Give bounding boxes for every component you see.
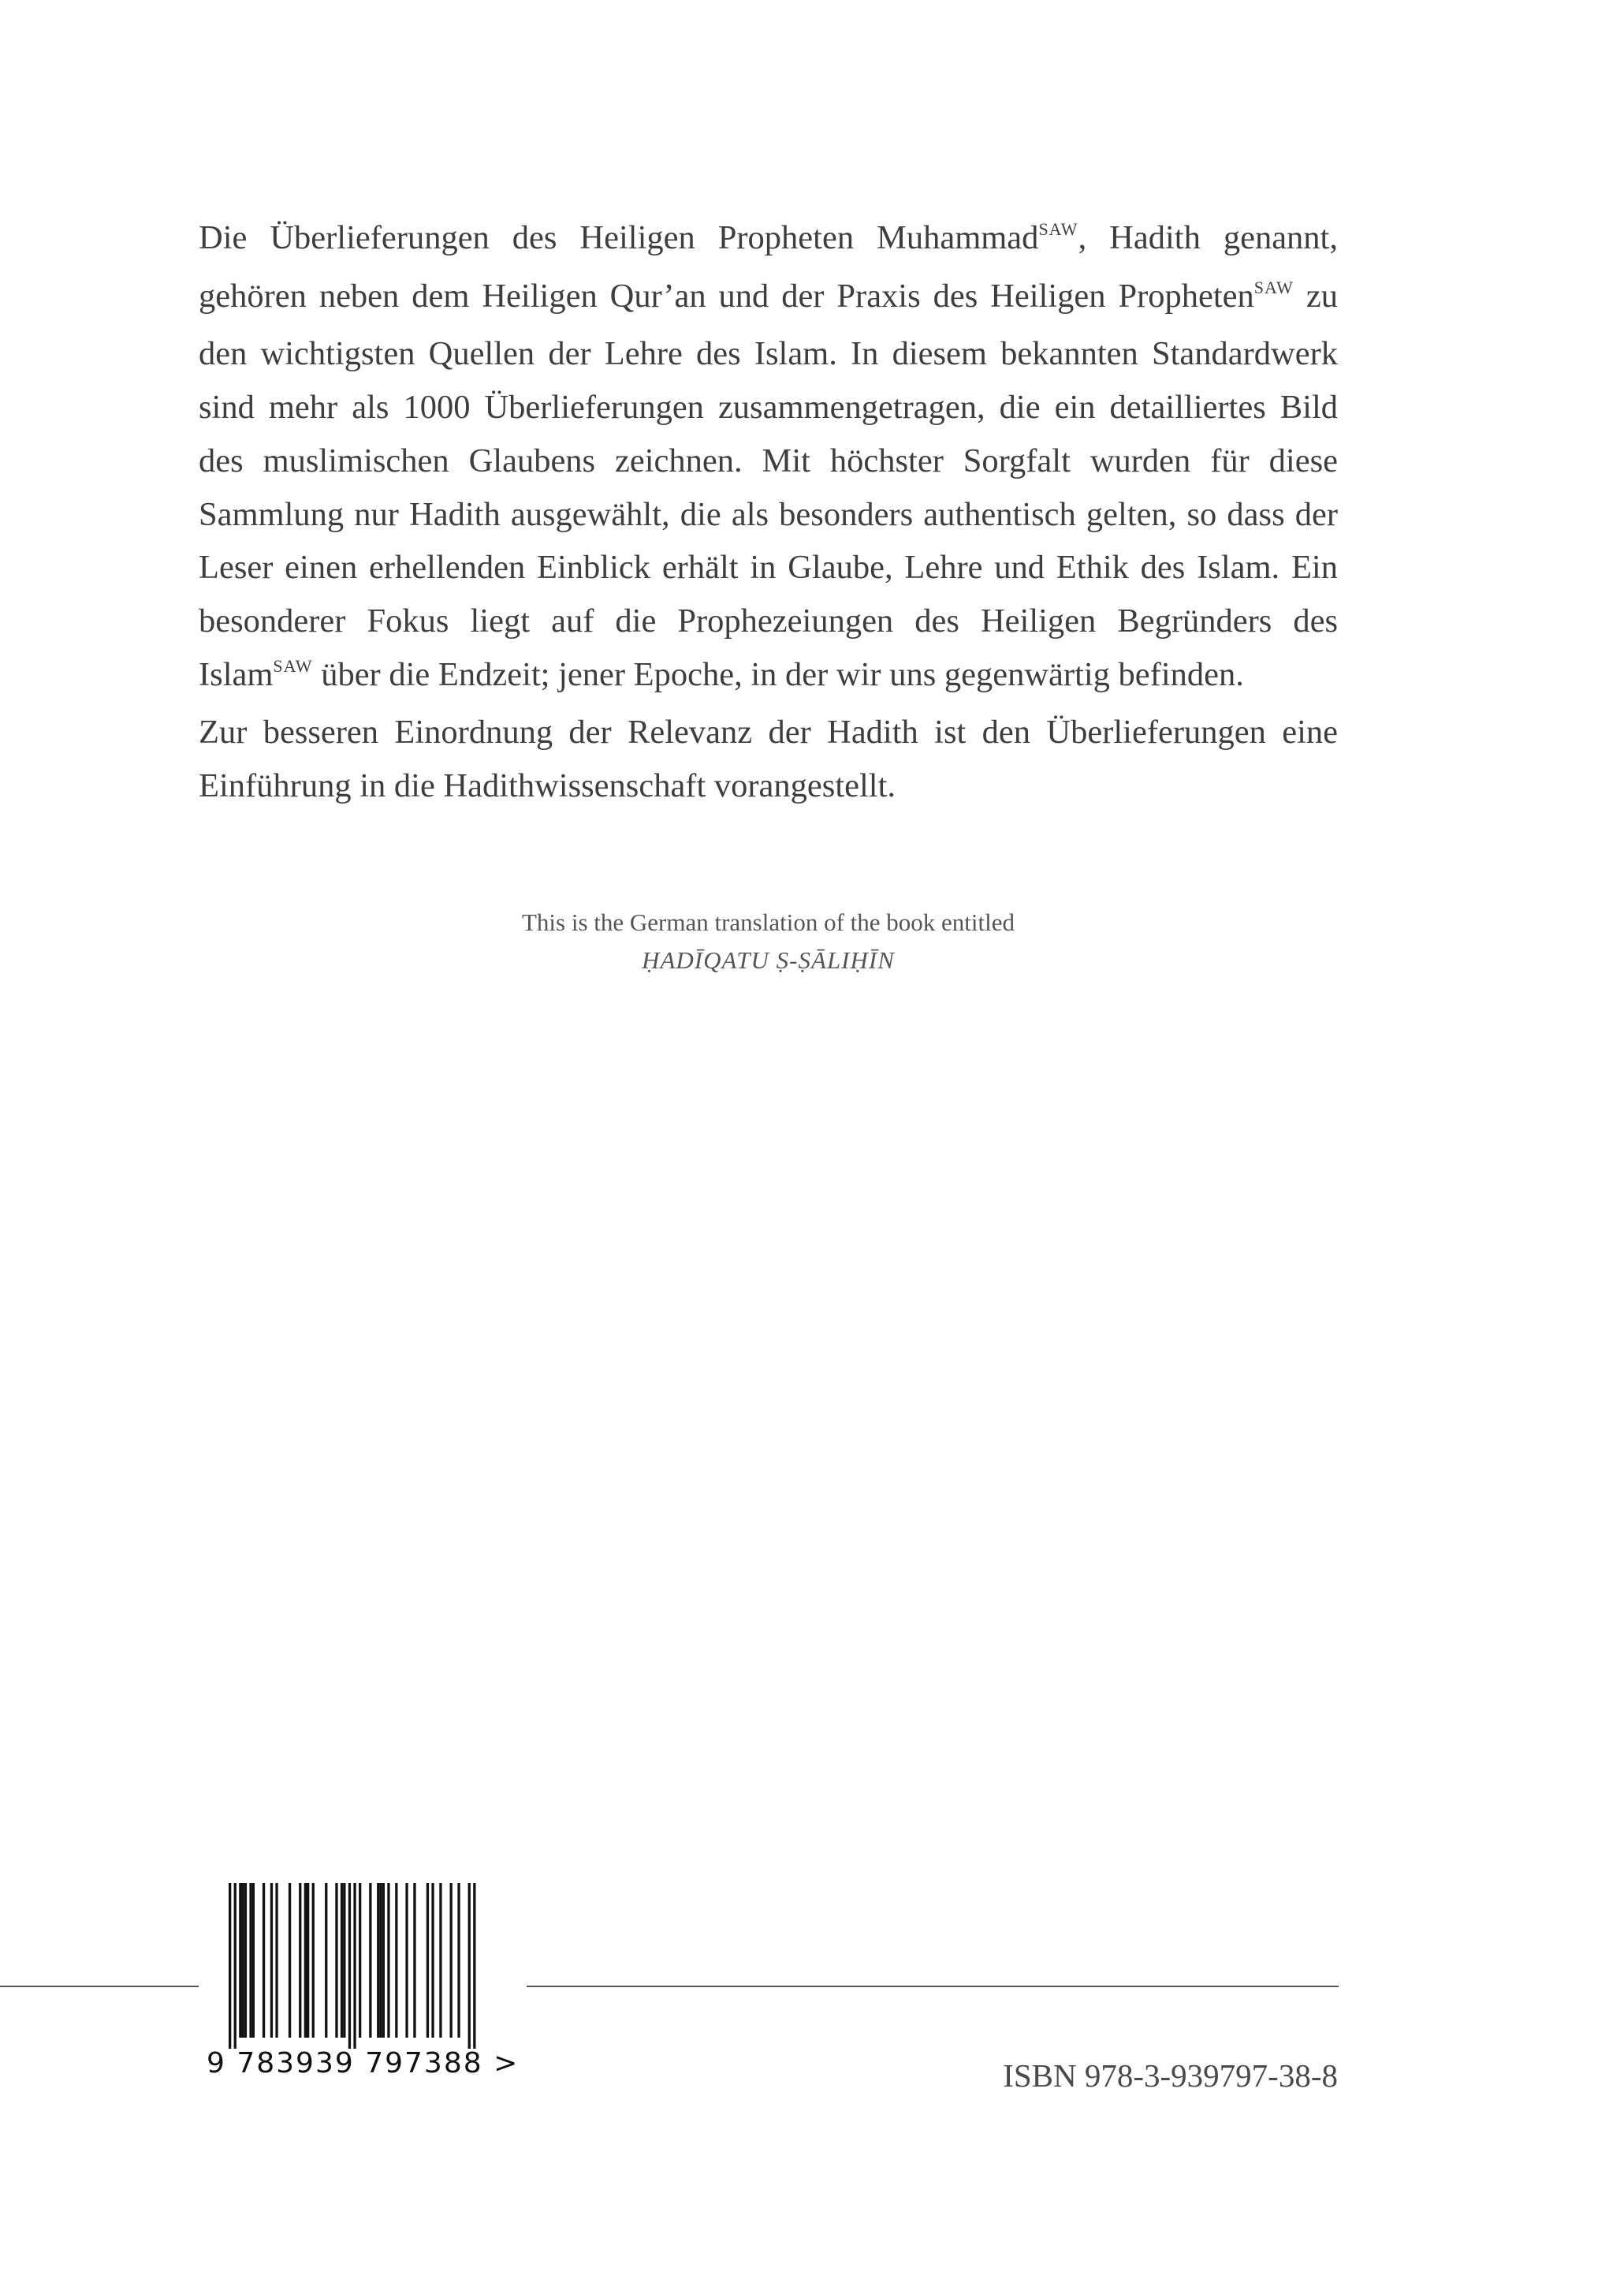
barcode-bar xyxy=(353,1883,356,2049)
isbn-number: ISBN 978-3-939797-38-8 xyxy=(1003,2057,1338,2094)
translation-note-line: This is the German translation of the book entitled xyxy=(521,908,1015,936)
barcode-bar xyxy=(307,1883,309,2038)
barcode-bar xyxy=(325,1883,327,2038)
barcode-bar xyxy=(439,1883,441,2038)
barcode-bar xyxy=(341,1883,343,2038)
barcode-bar xyxy=(229,1883,231,2049)
barcode-bar xyxy=(369,1883,371,2038)
barcode-bars xyxy=(207,1883,527,2049)
saw-superscript: SAW xyxy=(1038,219,1078,239)
translation-note xyxy=(199,904,1338,979)
barcode-bar xyxy=(473,1883,475,2049)
barcode-bar xyxy=(252,1883,255,2038)
barcode-bar xyxy=(359,1883,361,2038)
blurb-paragraph-2: Zur besseren Einordnung der Relevanz der Hadith ist den Überlieferungen eine Einführung in die Hadithwissenschaft vorangestellt. xyxy=(199,714,1338,805)
barcode-bar xyxy=(242,1883,244,2038)
barcode-bar xyxy=(249,1883,251,2038)
barcode-bar xyxy=(289,1883,291,2038)
barcode-bar xyxy=(382,1883,385,2038)
barcode-bar xyxy=(377,1883,379,2038)
barcode-bar xyxy=(405,1883,408,2038)
saw-superscript: SAW xyxy=(1253,277,1294,297)
barcode-bar xyxy=(275,1883,277,2038)
barcode-bar xyxy=(468,1883,471,2049)
divider-rule-left xyxy=(0,1986,199,1987)
barcode-bar xyxy=(431,1883,434,2038)
barcode-bar xyxy=(450,1883,453,2038)
barcode-bar xyxy=(379,1883,382,2038)
barcode-bar xyxy=(270,1883,273,2038)
barcode-bar xyxy=(426,1883,429,2038)
barcode-bar xyxy=(244,1883,247,2038)
barcode-bar xyxy=(395,1883,397,2038)
barcode-bar xyxy=(234,1883,237,2049)
barcode-bar xyxy=(299,1883,301,2038)
barcode-bar xyxy=(343,1883,345,2038)
blurb-paragraph-1: Die Überlieferungen des Heiligen Propheten Muhammad$^{SAW}$, Hadith genannt, gehören neben dem Heiligen Qur’an und der Praxis des Heiligen Propheten$^{SAW}$ zu den wichtigsten Quellen der Lehre des Islam. In diesem bekannten Standardwerk sind mehr als 1000 Überlieferungen zusammengetragen, die ein detailliertes Bild des muslimischen Glaubens zeichnen. Mit höchster Sorgfalt wurden für diese Sammlung nur Hadith ausgewählt, die als besonders authentisch gelten, so dass der Leser einen erhellenden Einblick erhält in Glaube, Lehre und Ethik des Islam. Ein besonderer Fokus liegt auf die Prophezeiungen des Heiligen Begründers des Islam$^{SAW}$ über die Endzeit; jener Epoche, in der wir uns gegenwärtig befinden. xyxy=(199,219,1338,693)
barcode-bar xyxy=(312,1883,315,2038)
barcode-bar xyxy=(335,1883,337,2038)
barcode-digits: 9 783939 797388 > xyxy=(207,2047,520,2079)
barcode-bar xyxy=(263,1883,265,2038)
barcode-bar xyxy=(457,1883,460,2038)
back-cover-blurb xyxy=(199,211,1338,813)
barcode-bar xyxy=(239,1883,241,2038)
barcode-bar xyxy=(304,1883,307,2038)
saw-superscript: SAW xyxy=(273,655,313,676)
barcode-bar xyxy=(387,1883,389,2038)
barcode-bar xyxy=(348,1883,351,2049)
barcode-bar xyxy=(413,1883,415,2038)
divider-rule-right xyxy=(527,1986,1339,1987)
original-book-title: ḤADĪQATU Ṣ-ṢĀLIḤĪN xyxy=(642,946,895,974)
isbn-barcode xyxy=(207,1883,527,2098)
